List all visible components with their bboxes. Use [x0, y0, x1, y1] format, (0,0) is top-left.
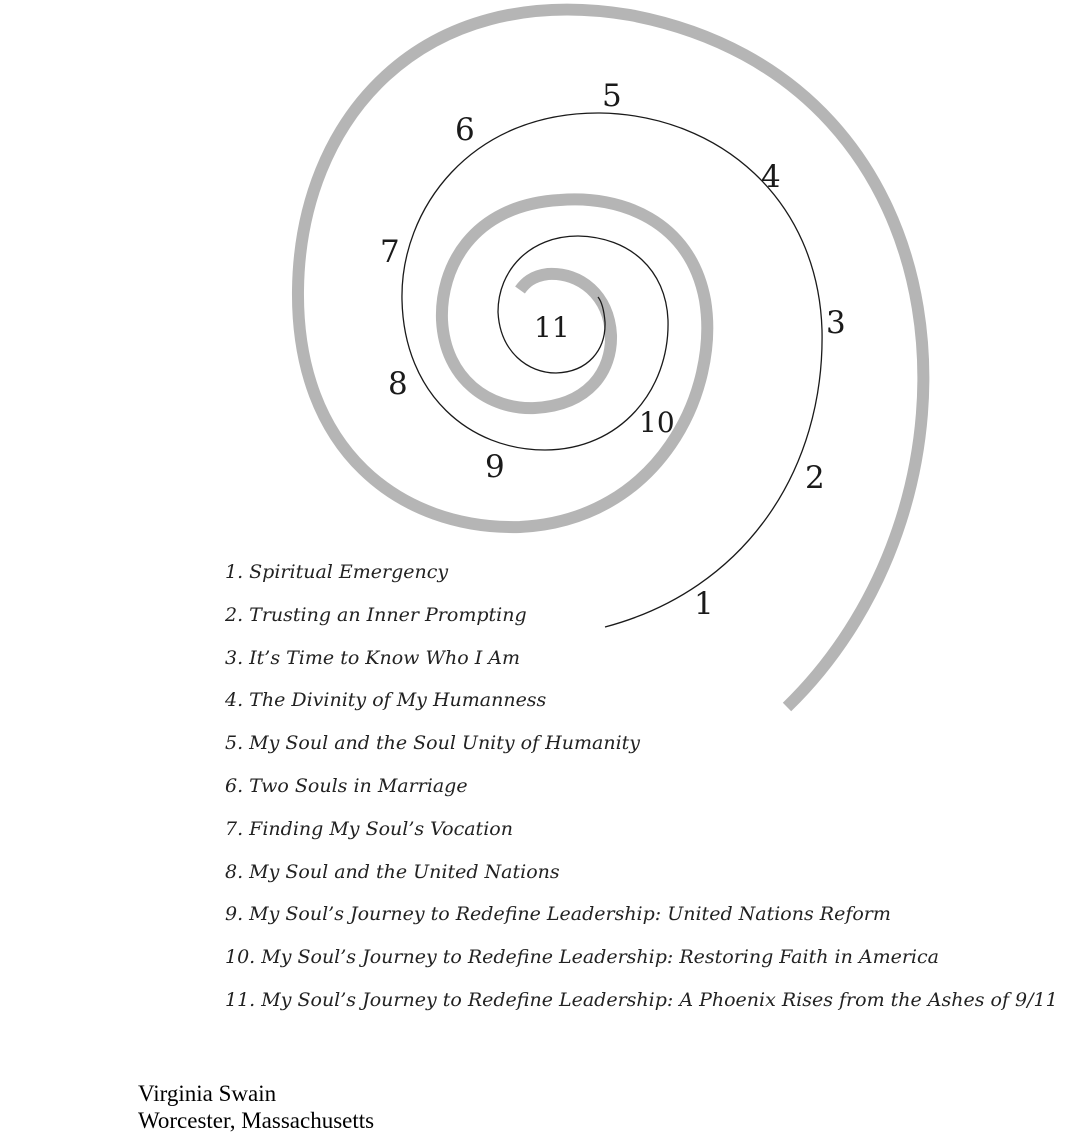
spiral-marker-11: 11 [534, 311, 570, 344]
thin-spiral [402, 113, 822, 627]
chapter-item: 9. My Soul’s Journey to Redefine Leadership: United Nations Reform [225, 903, 891, 926]
author-block [138, 1080, 374, 1134]
chapter-item: 3. It’s Time to Know Who I Am [225, 646, 521, 669]
spiral-marker-4: 4 [761, 159, 781, 195]
chapter-item: 4. The Divinity of My Humanness [225, 689, 547, 712]
chapter-item: 6. Two Souls in Marriage [225, 774, 468, 797]
chapter-item: 8. My Soul and the United Nations [225, 860, 560, 883]
spiral-marker-3: 3 [826, 305, 846, 341]
chapter-item: 10. My Soul’s Journey to Redefine Leadership: Restoring Faith in America [225, 946, 939, 969]
spiral-marker-6: 6 [455, 112, 475, 148]
spiral-marker-5: 5 [602, 78, 622, 114]
chapter-item: 2. Trusting an Inner Prompting [225, 603, 527, 626]
spiral-marker-1: 1 [694, 586, 714, 622]
spiral-marker-7: 7 [380, 234, 400, 270]
chapter-item: 11. My Soul’s Journey to Redefine Leadership: A Phoenix Rises from the Ashes of 9/11 [225, 988, 1058, 1011]
chapter-item: 7. Finding My Soul’s Vocation [225, 817, 513, 840]
author-location: Worcester, Massachusetts [138, 1108, 375, 1133]
chapter-item: 1. Spiritual Emergency [225, 561, 449, 583]
chapter-item: 5. My Soul and the Soul Unity of Humanity [225, 732, 641, 755]
author-name: Virginia Swain [138, 1081, 277, 1106]
spiral-marker-2: 2 [805, 460, 825, 496]
chapter-list [225, 557, 1058, 1028]
spiral-marker-8: 8 [388, 366, 408, 402]
spiral-marker-9: 9 [485, 449, 505, 485]
spiral-marker-10: 10 [639, 406, 675, 439]
